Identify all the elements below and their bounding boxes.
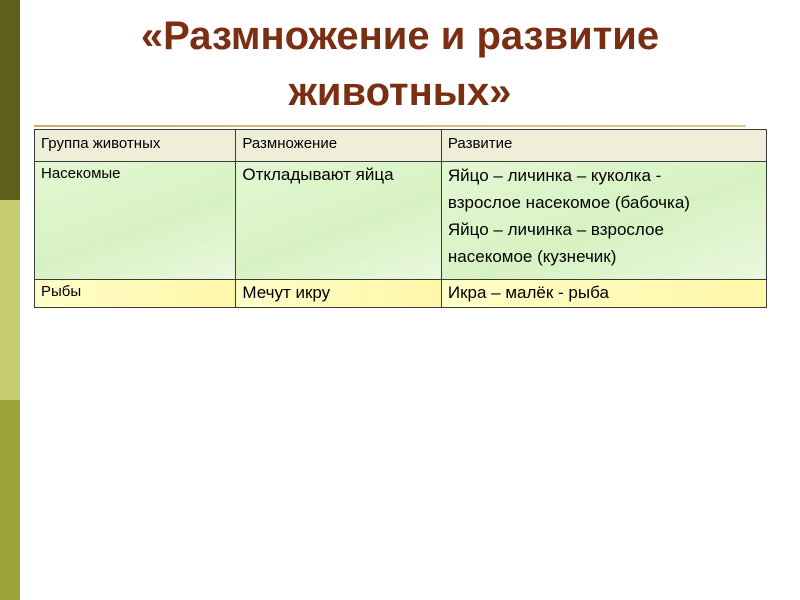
cell-group: Насекомые <box>35 162 236 280</box>
slide-title-line2: животных» <box>288 70 512 114</box>
development-line: насекомое (кузнечик) <box>447 247 617 266</box>
animals-table <box>34 129 767 308</box>
header-reproduction: Размножение <box>236 130 442 162</box>
development-line: Яйцо – личинка – взрослое <box>447 220 664 239</box>
cell-group: Рыбы <box>35 280 236 308</box>
development-line: Яйцо – личинка – куколка - <box>447 166 662 185</box>
table-header-row <box>35 130 767 162</box>
cell-development: Икра – малёк - рыба <box>441 280 766 308</box>
header-development: Развитие <box>441 130 766 162</box>
decorative-stripe-bottom <box>0 400 20 600</box>
table-row-fish <box>35 280 767 308</box>
header-group: Группа животных <box>35 130 236 162</box>
cell-development <box>441 162 766 280</box>
title-underline <box>34 125 746 127</box>
development-line: взрослое насекомое (бабочка) <box>447 193 690 212</box>
decorative-stripe-top <box>0 0 20 200</box>
cell-reproduction: Мечут икру <box>236 280 442 308</box>
slide-title <box>40 8 760 120</box>
slide-title-line1: «Размножение и развитие <box>140 14 660 58</box>
decorative-stripe-middle <box>0 200 20 400</box>
table-row-insects <box>35 162 767 280</box>
cell-reproduction: Откладывают яйца <box>236 162 442 280</box>
